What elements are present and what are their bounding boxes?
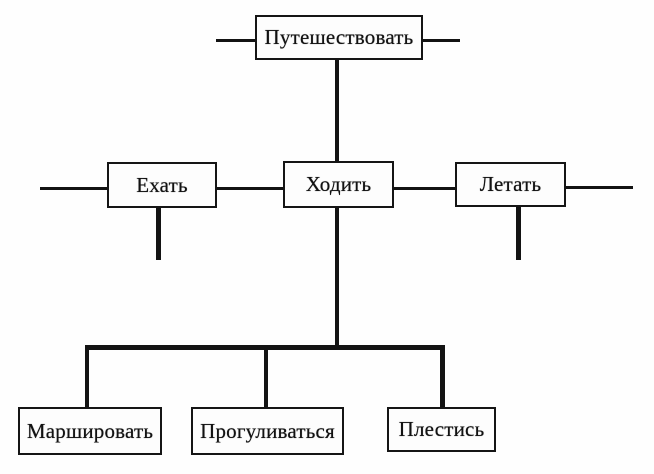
node-khodit-label: Ходить [305,172,372,196]
node-letat-label: Летать [479,172,542,196]
node-ekhat [107,162,217,208]
connector-bar-plestis [440,345,445,407]
connector-ekhat-down-stub [156,208,161,260]
connector-ekhat-left-stub [40,187,107,190]
connector-travel-right-stub [423,39,460,42]
node-marshirovat-label: Маршировать [26,418,154,443]
connector-travel-khodit [335,59,339,162]
node-letat [455,162,566,207]
node-marshirovat [18,407,162,455]
node-travel-label: Путешествовать [264,25,414,49]
node-travel [255,15,423,60]
connector-khodit-children [335,208,339,348]
node-plestis-label: Плестись [398,417,485,441]
node-khodit [283,161,394,208]
node-ekhat-label: Ехать [136,172,188,197]
connector-khodit-letat [394,187,455,190]
node-plestis [387,407,496,452]
node-progulivatsya-label: Прогуливаться [200,418,335,443]
connector-ekhat-khodit [217,187,283,190]
connector-bar-marshirovat [85,345,89,407]
connector-travel-left-stub [216,39,255,42]
connector-letat-right-stub [566,186,633,189]
node-progulivatsya [191,407,344,455]
connector-letat-down-stub [516,207,521,260]
connector-bar-progulivatsya [264,345,268,407]
